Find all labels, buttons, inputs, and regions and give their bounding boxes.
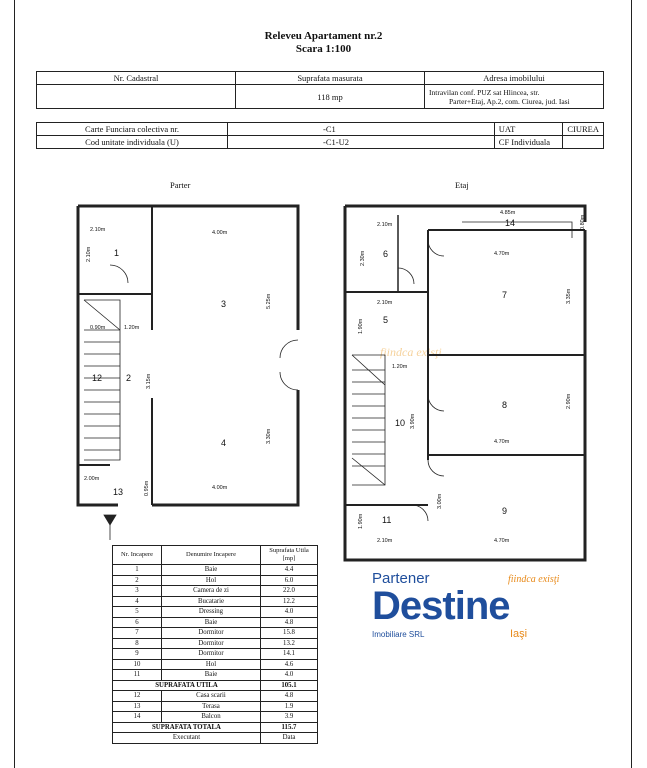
etaj-dim-7: 2.10m [377, 300, 393, 306]
useful-total-value: 105.1 [261, 680, 318, 691]
parter-room-4: 4 [221, 438, 227, 448]
etaj-dim-14: 3.00m [437, 493, 443, 509]
logo-tagline: fiindca exisţi [508, 574, 560, 585]
cf-value: -C1 [228, 123, 495, 136]
room-area: 4.0 [261, 607, 318, 618]
etaj-room-8: 8 [502, 400, 508, 410]
cf-individual-label: CF Individuala [494, 136, 563, 149]
document-title: Releveu Apartament nr.2 [264, 30, 383, 42]
etaj-dim-4: 2.30m [360, 250, 366, 266]
rooms-header-name: Denumire Incapere [162, 546, 261, 565]
parter-dim-10: 0.95m [144, 480, 150, 496]
room-name: Dormitor [162, 649, 261, 660]
room-name: Baie [162, 670, 261, 681]
header-surface: Suprafata masurata [236, 72, 425, 85]
header-cadastral: Nr. Cadastral [37, 72, 236, 85]
etaj-plan [345, 206, 585, 560]
etaj-dim-2: 0.80m [580, 214, 586, 230]
parter-room-2: 2 [126, 373, 132, 383]
parter-dim-11: 4.00m [212, 485, 228, 491]
etaj-dim-11: 2.90m [566, 393, 572, 409]
rooms-header-nr: Nr. Incapere [113, 546, 162, 565]
partner-logo [360, 570, 590, 650]
parter-room-13: 13 [113, 487, 124, 497]
logo-partener: Partener [372, 570, 430, 587]
room-nr: 4 [113, 596, 162, 607]
extra-room-area: 1.9 [261, 701, 318, 712]
room-name: Dressing [162, 607, 261, 618]
room-row [113, 638, 318, 649]
room-name: Bucatarie [162, 596, 261, 607]
room-area: 4.4 [261, 565, 318, 576]
etaj-dim-16: 4.70m [494, 538, 510, 544]
unit-code-label: Cod unitate individuala (U) [37, 136, 228, 149]
etaj-dim-6: 3.35m [566, 288, 572, 304]
etaj-room-9: 9 [502, 506, 508, 516]
grand-total-value: 115.7 [261, 722, 318, 733]
uat-value: CIUREA [563, 123, 604, 136]
room-nr: 8 [113, 638, 162, 649]
etaj-dim-5: 4.70m [494, 251, 510, 257]
extra-room-row [113, 691, 318, 702]
parter-room-12: 12 [92, 373, 103, 383]
room-row [113, 649, 318, 660]
extra-room-nr: 14 [113, 712, 162, 723]
extra-room-nr: 12 [113, 691, 162, 702]
room-area: 14.1 [261, 649, 318, 660]
parter-dim-4: 5.25m [266, 293, 272, 309]
room-name: Dormitor [162, 638, 261, 649]
etaj-room-5: 5 [383, 315, 389, 325]
extra-room-area: 4.8 [261, 691, 318, 702]
room-nr: 6 [113, 617, 162, 628]
etaj-room-14: 14 [505, 218, 516, 228]
extra-room-name: Terasa [162, 701, 261, 712]
rooms-table [112, 545, 318, 744]
cf-label: Carte Funciara colectiva nr. [37, 123, 228, 136]
logo-destine: Destine [372, 584, 510, 628]
parter-room-1: 1 [114, 248, 120, 258]
room-nr: 11 [113, 670, 162, 681]
room-area: 15.8 [261, 628, 318, 639]
room-row [113, 575, 318, 586]
room-nr: 3 [113, 586, 162, 597]
parter-dim-5: 0.90m [90, 325, 106, 331]
etaj-room-10: 10 [395, 418, 406, 428]
room-name: Camera de zi [162, 586, 261, 597]
useful-total-label: SUPRAFATA UTILA [113, 680, 261, 691]
room-area: 4.8 [261, 617, 318, 628]
parter-room-3: 3 [221, 299, 227, 309]
rooms-body [113, 565, 318, 681]
room-row [113, 607, 318, 618]
etaj-dim-9: 1.20m [392, 364, 408, 370]
room-name: Baie [162, 617, 261, 628]
room-row [113, 628, 318, 639]
rooms-header-area: Suprafata Utila [mp] [261, 546, 318, 565]
parter-label: Parter [170, 180, 191, 190]
room-area: 4.0 [261, 670, 318, 681]
address-line-2: Parter+Etaj, Ap.2, com. Ciurea, jud. Iasi [449, 96, 570, 106]
etaj-room-11: 11 [382, 515, 392, 525]
room-area: 13.2 [261, 638, 318, 649]
extra-room-row [113, 712, 318, 723]
etaj-label: Etaj [455, 180, 469, 190]
room-area: 4.6 [261, 659, 318, 670]
logo-company: Imobiliare SRL [372, 630, 425, 639]
surface-value: 118 mp [236, 85, 425, 109]
header-address: Adresa imobilului [425, 72, 604, 85]
document-scale: Scara 1:100 [295, 43, 352, 55]
room-area: 12.2 [261, 596, 318, 607]
room-nr: 2 [113, 575, 162, 586]
room-row [113, 659, 318, 670]
address-line-1: Intravilan conf. PUZ sat Hlincea, str. [429, 87, 540, 97]
footer-executant: Executant [113, 733, 261, 744]
room-nr: 9 [113, 649, 162, 660]
parter-dim-2: 4.00m [212, 230, 228, 236]
grand-total-label: SUPRAFATA TOTALA [113, 722, 261, 733]
room-row [113, 617, 318, 628]
room-row [113, 586, 318, 597]
parter-dim-3: 2.10m [86, 246, 92, 262]
room-nr: 10 [113, 659, 162, 670]
room-nr: 1 [113, 565, 162, 576]
parter-dim-1: 2.10m [90, 227, 106, 233]
room-name: Hol [162, 659, 261, 670]
parter-dim-6: 1.20m [124, 325, 140, 331]
extra-room-name: Casa scarii [162, 691, 261, 702]
uat-label: UAT [494, 123, 563, 136]
grand-total-row [113, 722, 318, 733]
footer-row [113, 733, 318, 744]
etaj-room-7: 7 [502, 290, 508, 300]
extra-room-row [113, 701, 318, 712]
logo-city: Iaşi [510, 628, 528, 640]
etaj-dim-1: 4.85m [500, 210, 516, 216]
extra-room-nr: 13 [113, 701, 162, 712]
etaj-dim-8: 1.90m [358, 318, 364, 334]
etaj-dim-10: 3.90m [410, 413, 416, 429]
etaj-dim-13: 1.90m [358, 513, 364, 529]
etaj-dim-12: 4.70m [494, 439, 510, 445]
parter-dim-9: 2.00m [84, 476, 100, 482]
room-area: 22.0 [261, 586, 318, 597]
room-area: 6.0 [261, 575, 318, 586]
parter-dim-8: 3.30m [266, 428, 272, 444]
rooms-extra-body [113, 691, 318, 723]
parter-dim-7: 3.15m [146, 373, 152, 389]
extra-room-name: Balcon [162, 712, 261, 723]
footer-date: Data [261, 733, 318, 744]
room-nr: 7 [113, 628, 162, 639]
room-row [113, 565, 318, 576]
room-nr: 5 [113, 607, 162, 618]
room-name: Hol [162, 575, 261, 586]
room-row [113, 670, 318, 681]
etaj-dim-3: 2.10m [377, 222, 393, 228]
useful-total-row [113, 680, 318, 691]
room-name: Baie [162, 565, 261, 576]
watermark: fiindca exisţi [380, 345, 442, 359]
etaj-dim-15: 2.10m [377, 538, 393, 544]
unit-code-value: -C1-U2 [228, 136, 495, 149]
extra-room-area: 3.9 [261, 712, 318, 723]
room-row [113, 596, 318, 607]
room-name: Dormitor [162, 628, 261, 639]
etaj-room-6: 6 [383, 249, 389, 259]
